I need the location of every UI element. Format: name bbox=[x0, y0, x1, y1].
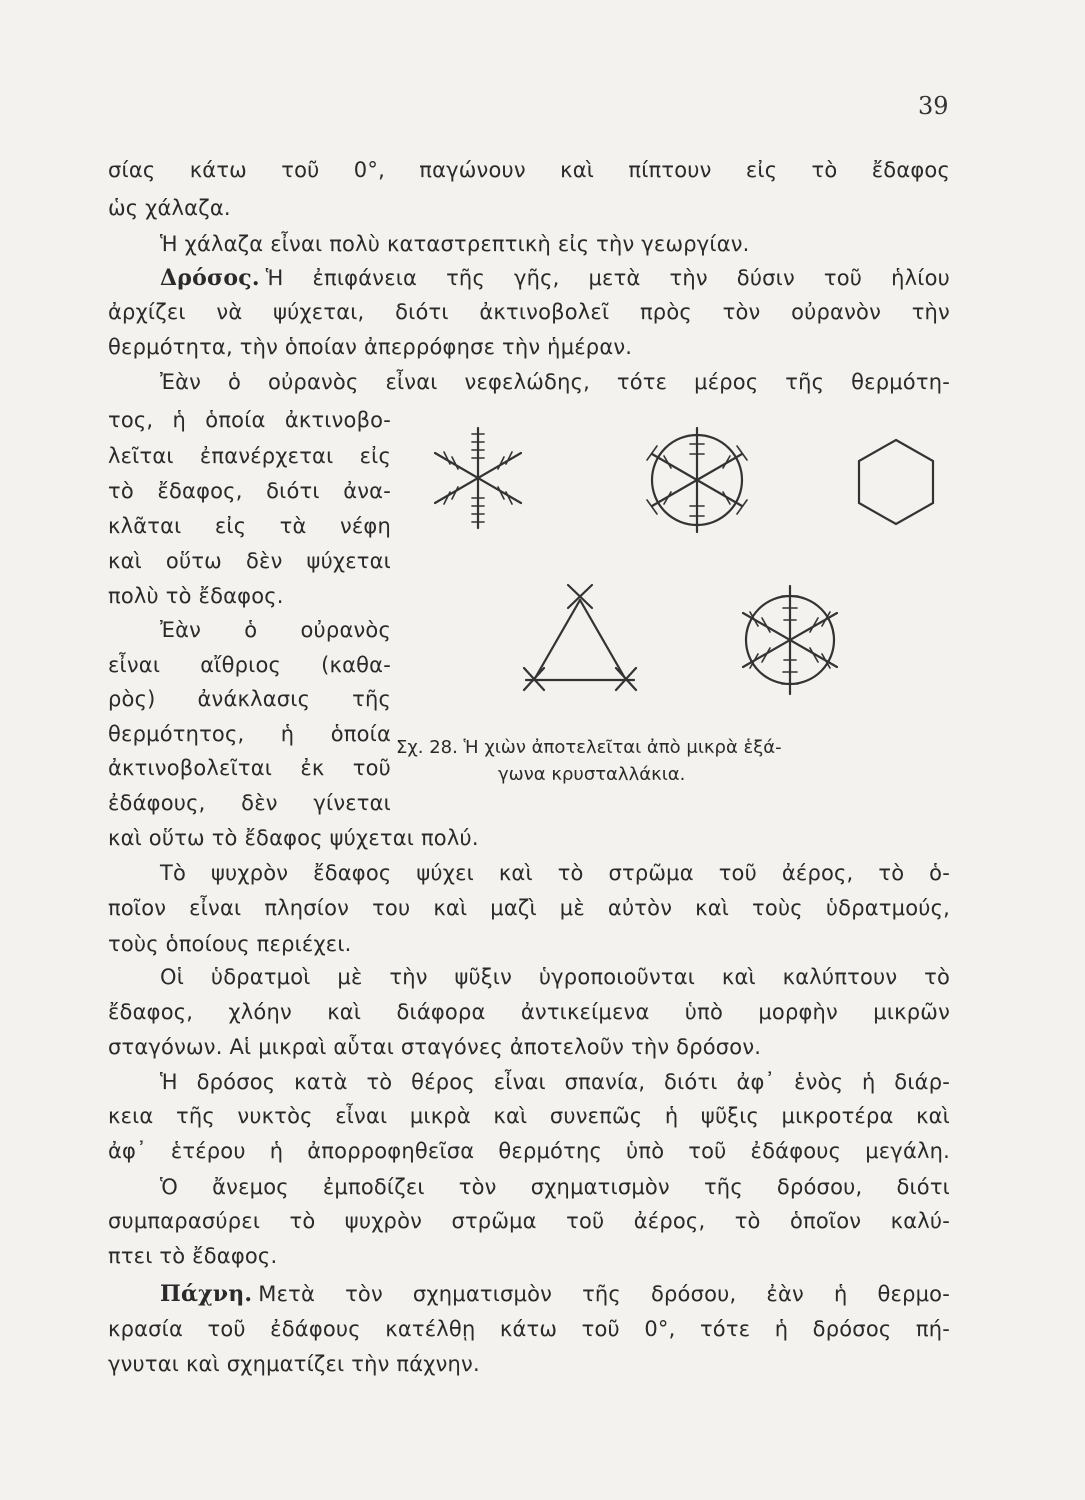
text-line bbox=[160, 1279, 950, 1309]
text-line: τοὺς ὁποίους περιέχει. bbox=[108, 932, 352, 956]
caption-line: γωνα κρυσταλλάκια. bbox=[498, 764, 686, 785]
text-line: τος, ἡ ὁποία ἀκτινοβο- bbox=[108, 408, 391, 432]
text-line: εἶναι αἴθριος (καθα- bbox=[108, 653, 391, 677]
text-line-tail: Μετὰ τὸν σχηματισμὸν τῆς δρόσου, ἐὰν ἡ θερμο- bbox=[258, 1282, 950, 1306]
text-line: Ἡ δρόσος κατὰ τὸ θέρος εἶναι σπανία, διότι ἀφ᾽ ἑνὸς ἡ διάρ- bbox=[160, 1070, 950, 1094]
text-line: Οἱ ὑδρατμοὶ μὲ τὴν ψῦξιν ὑγροποιοῦνται καὶ καλύπτουν τὸ bbox=[160, 965, 950, 989]
heading-drosos: Δρόσος. bbox=[160, 265, 260, 291]
text-line: Ἐὰν ὁ οὐρανὸς bbox=[160, 618, 391, 642]
text-line: κεια τῆς νυκτὸς εἶναι μικρὰ καὶ συνεπῶς ἡ ψῦξις μικροτέρα καὶ bbox=[108, 1104, 950, 1128]
text-line: πολὺ τὸ ἔδαφος. bbox=[108, 584, 284, 608]
text-line: λεῖται ἐπανέρχεται εἰς bbox=[108, 444, 391, 468]
text-line: κρασία τοῦ ἐδάφους κατέλθῃ κάτω τοῦ 0°, τότε ἡ δρόσος πή- bbox=[108, 1317, 950, 1341]
text-line: ὡς χάλαζα. bbox=[108, 196, 231, 220]
text-line: σταγόνων. Αἱ μικραὶ αὗται σταγόνες ἀποτελοῦν τὴν δρόσον. bbox=[108, 1035, 762, 1059]
text-line: ρὸς) ἀνάκλασις τῆς bbox=[108, 687, 391, 711]
text-line-tail: Ἡ ἐπιφάνεια τῆς γῆς, μετὰ τὴν δύσιν τοῦ ἡλίου bbox=[265, 266, 950, 290]
snowflake-circle-drawing bbox=[647, 428, 747, 532]
text-line: ποῖον εἶναι πλησίον του καὶ μαζὶ μὲ αὐτὸν καὶ τοὺς ὑδρατμούς, bbox=[108, 896, 950, 920]
text-line: Τὸ ψυχρὸν ἔδαφος ψύχει καὶ τὸ στρῶμα τοῦ ἀέρος, τὸ ὁ- bbox=[160, 861, 950, 885]
figure-caption bbox=[396, 734, 956, 788]
text-line: σίας κάτω τοῦ 0°, παγώνουν καὶ πίπτουν εἰς τὸ ἔδαφος bbox=[108, 158, 950, 182]
text-line: γνυται καὶ σχηματίζει τὴν πάχνην. bbox=[108, 1352, 480, 1376]
text-line bbox=[160, 263, 950, 293]
snowflake-illustration bbox=[400, 420, 960, 720]
text-line: ἔδαφος, χλόην καὶ διάφορα ἀντικείμενα ὑπὸ μορφὴν μικρῶν bbox=[108, 1000, 950, 1024]
text-line: πτει τὸ ἔδαφος. bbox=[108, 1244, 278, 1268]
text-line: Ἐὰν ὁ οὐρανὸς εἶναι νεφελώδης, τότε μέρος τῆς θερμότη- bbox=[160, 370, 950, 394]
snowflake-figure bbox=[400, 420, 960, 720]
text-line: Ἡ χάλαζα εἶναι πολὺ καταστρεπτικὴ εἰς τὴν γεωργίαν. bbox=[160, 232, 750, 256]
text-line: Ὁ ἄνεμος ἐμποδίζει τὸν σχηματισμὸν τῆς δρόσου, διότι bbox=[160, 1175, 950, 1199]
text-line: τὸ ἔδαφος, διότι ἀνα- bbox=[108, 479, 391, 503]
text-line: θερμότητα, τὴν ὁποίαν ἀπερρόφησε τὴν ἡμέραν. bbox=[108, 335, 633, 359]
text-line: κλᾶται εἰς τὰ νέφη bbox=[108, 514, 391, 538]
triangle-drawing bbox=[524, 585, 636, 690]
text-line: ἀρχίζει νὰ ψύχεται, διότι ἀκτινοβολεῖ πρὸς τὸν οὐρανὸν τὴν bbox=[108, 300, 950, 324]
text-line: ἀκτινοβολεῖται ἐκ τοῦ bbox=[108, 756, 391, 780]
hexagon-drawing bbox=[859, 440, 933, 524]
text-line: ἐδάφους, δὲν γίνεται bbox=[108, 791, 391, 815]
heading-paxni: Πάχνη. bbox=[160, 1281, 253, 1307]
caption-line: Σχ. 28. Ἡ χιὼν ἀποτελεῖται ἀπὸ μικρὰ ἑξά- bbox=[396, 737, 782, 758]
snowflake-dense-drawing bbox=[743, 586, 837, 694]
text-line: ἀφ᾽ ἑτέρου ἡ ἀπορροφηθεῖσα θερμότης ὑπὸ τοῦ ἐδάφους μεγάλη. bbox=[108, 1139, 950, 1163]
text-line: θερμότητος, ἡ ὁποία bbox=[108, 722, 391, 746]
text-line: καὶ οὕτω τὸ ἔδαφος ψύχεται πολύ. bbox=[108, 826, 479, 850]
page-number: 39 bbox=[918, 92, 949, 120]
text-line: καὶ οὕτω δὲν ψύχεται bbox=[108, 549, 391, 573]
snowflake-star-drawing bbox=[435, 428, 521, 528]
text-line: συμπαρασύρει τὸ ψυχρὸν στρῶμα τοῦ ἀέρος, τὸ ὁποῖον καλύ- bbox=[108, 1209, 950, 1233]
